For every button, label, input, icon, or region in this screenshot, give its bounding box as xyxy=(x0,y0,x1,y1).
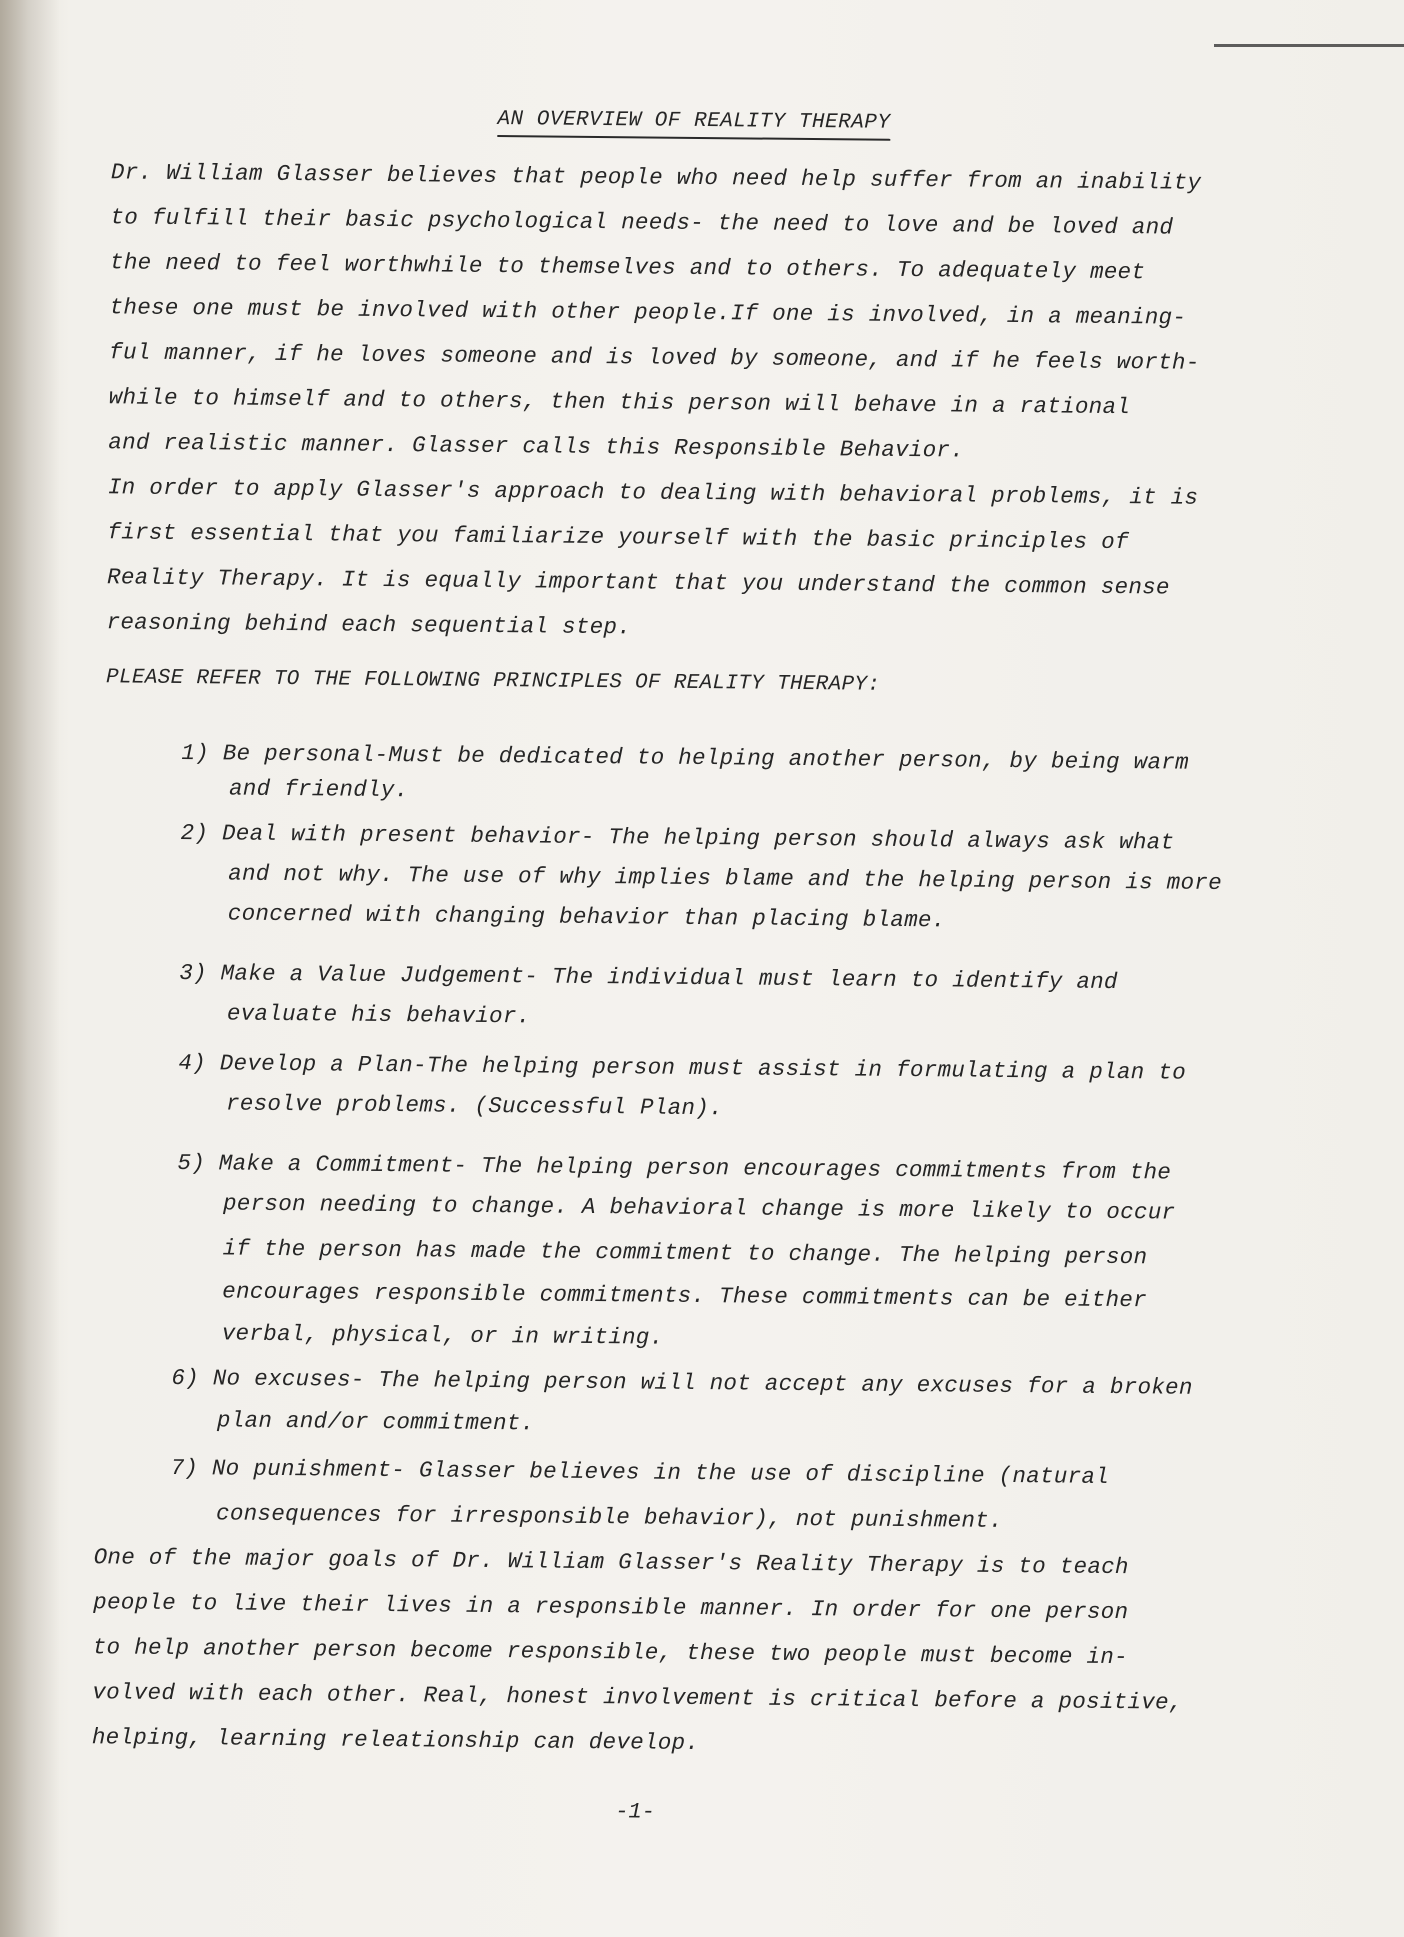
closing-line: to help another person become responsible, these two people must become in- xyxy=(92,1634,1129,1671)
intro-line: first essential that you familiarize yourself with the basic principles of xyxy=(107,519,1129,556)
principle-line: 5) Make a Commitment- The helping person encourages commitments from the xyxy=(177,1149,1172,1186)
intro-line: Reality Therapy. It is equally important that you understand the common sense xyxy=(106,564,1170,601)
intro-line: ful manner, if he loves someone and is loved by someone, and if he feels worth- xyxy=(109,339,1200,376)
page-number: -1- xyxy=(615,1799,655,1825)
principle-line: 1) Be personal-Must be dedicated to helping another person, by being warm xyxy=(181,740,1190,776)
principle-line: 2) Deal with present behavior- The helping person should always ask what xyxy=(180,820,1175,856)
principle-line: 4) Develop a Plan-The helping person must assist in formulating a plan to xyxy=(178,1050,1187,1086)
principle-line: if the person has made the commitment to change. The helping person xyxy=(222,1235,1148,1271)
closing-line: helping, learning releationship can develop. xyxy=(91,1724,700,1757)
principle-line: consequences for irresponsible behavior), not punishment. xyxy=(215,1500,1003,1534)
principle-line: resolve problems. (Successful Plan). xyxy=(225,1090,724,1122)
intro-line: Dr. William Glasser believes that people who need help suffer from an inability xyxy=(110,159,1202,196)
principle-line: and friendly. xyxy=(228,775,409,804)
intro-line: while to himself and to others, then this person will behave in a rational xyxy=(108,384,1131,421)
principles-heading: PLEASE REFER TO THE FOLLOWING PRINCIPLES OF REALITY THERAPY: xyxy=(105,666,881,697)
closing-line: volved with each other. Real, honest involvement is critical before a positive, xyxy=(92,1679,1183,1716)
document-title: AN OVERVIEW OF REALITY THERAPY xyxy=(497,108,890,141)
principle-line: and not why. The use of why implies blame and the helping person is more xyxy=(228,860,1223,897)
intro-line: the need to feel worthwhile to themselves and to others. To adequately meet xyxy=(109,249,1146,286)
principle-line: evaluate his behavior. xyxy=(226,1000,531,1030)
principle-line: plan and/or commitment. xyxy=(216,1407,535,1437)
intro-line: In order to apply Glasser's approach to dealing with behavioral problems, it is xyxy=(107,474,1199,511)
intro-line: to fulfill their basic psychological needs- the need to love and be loved and xyxy=(110,204,1174,241)
closing-line: One of the major goals of Dr. William Glasser's Reality Therapy is to teach xyxy=(93,1544,1129,1581)
closing-line: people to live their lives in a responsible manner. In order for one person xyxy=(93,1589,1129,1626)
intro-line: and realistic manner. Glasser calls this Responsible Behavior. xyxy=(108,429,965,464)
principle-line: 6) No excuses- The helping person will not accept any excuses for a broken xyxy=(171,1364,1193,1401)
principle-line: concerned with changing behavior than placing blame. xyxy=(227,900,946,934)
principle-line: encourages responsible commitments. These commitments can be either xyxy=(222,1278,1148,1314)
intro-line: these one must be involved with other people.If one is involved, in a meaning- xyxy=(109,294,1187,331)
principle-line: verbal, physical, or in writing. xyxy=(221,1320,664,1351)
principle-line: person needing to change. A behavioral change is more likely to occur xyxy=(222,1190,1176,1226)
principle-line: 3) Make a Value Judgement- The individual must learn to identify and xyxy=(179,960,1118,996)
intro-line: reasoning behind each sequential step. xyxy=(106,609,632,641)
principle-line: 7) No punishment- Glasser believes in the use of discipline (natural xyxy=(170,1454,1110,1490)
